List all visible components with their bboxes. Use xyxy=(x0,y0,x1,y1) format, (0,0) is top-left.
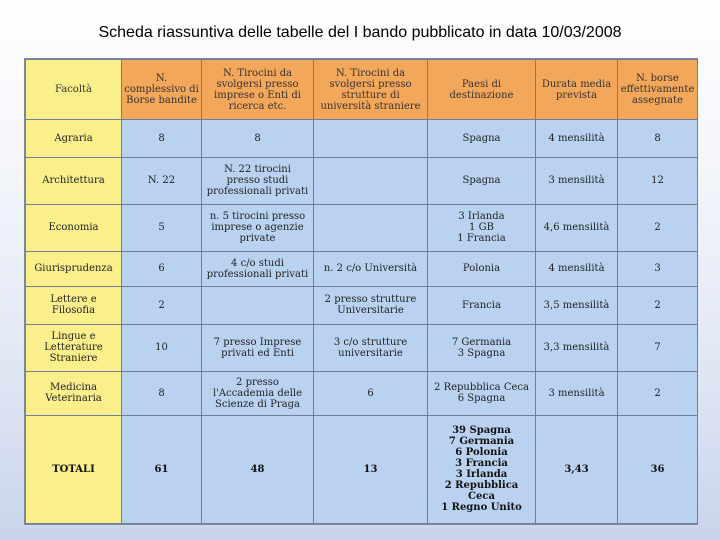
table-cell: 7 presso Imprese privati ed Enti xyxy=(202,324,314,371)
table-cell: 8 xyxy=(618,120,698,158)
header-durata: Durata media prevista xyxy=(536,60,618,120)
table-row xyxy=(26,120,698,158)
table-row xyxy=(26,251,698,286)
totals-cell: 39 Spagna 7 Germania 6 Polonia 3 Francia 3 Irlanda 2 Repubblica Ceca 1 Regno Unito xyxy=(428,415,536,523)
header-tirocini-universita: N. Tirocini da svolgersi presso strutture di università straniere xyxy=(314,60,428,120)
table-cell: 10 xyxy=(122,324,202,371)
table-cell: 2 xyxy=(618,204,698,251)
header-tirocini-imprese: N. Tirocini da svolgersi presso imprese o Enti di ricerca etc. xyxy=(202,60,314,120)
table-cell: 2 xyxy=(122,286,202,324)
row-faculty: Economia xyxy=(26,204,122,251)
table-cell: n. 2 c/o Università xyxy=(314,251,428,286)
table-cell: 4,6 mensilità xyxy=(536,204,618,251)
row-faculty: Giurisprudenza xyxy=(26,251,122,286)
table-cell: 2 xyxy=(618,371,698,415)
page-title: Scheda riassuntiva delle tabelle del I bando pubblicato in data 10/03/2008 xyxy=(98,24,622,41)
row-faculty: Lettere e Filosofia xyxy=(26,286,122,324)
totals-row xyxy=(26,415,698,523)
table-cell: 3 mensilità xyxy=(536,371,618,415)
totals-cell: 3,43 xyxy=(536,415,618,523)
table-cell: 3 xyxy=(618,251,698,286)
table-cell: 6 xyxy=(314,371,428,415)
table-row xyxy=(26,204,698,251)
table-cell xyxy=(314,157,428,204)
table-cell: 4 c/o studi professionali privati xyxy=(202,251,314,286)
table-cell: 3 mensilità xyxy=(536,157,618,204)
table-cell: 12 xyxy=(618,157,698,204)
table-cell: N. 22 tirocini presso studi professionali privati xyxy=(202,157,314,204)
totals-cell: 48 xyxy=(202,415,314,523)
table-header-row xyxy=(26,60,698,120)
table-cell: Francia xyxy=(428,286,536,324)
table-row xyxy=(26,286,698,324)
table-cell: Spagna xyxy=(428,120,536,158)
table-cell: 4 mensilità xyxy=(536,251,618,286)
table-cell xyxy=(314,120,428,158)
table-cell: 7 xyxy=(618,324,698,371)
table-cell: 3,5 mensilità xyxy=(536,286,618,324)
table-cell xyxy=(314,204,428,251)
row-faculty: Lingue e Letterature Straniere xyxy=(26,324,122,371)
header-facolta: Facoltà xyxy=(26,60,122,120)
table-cell: 8 xyxy=(202,120,314,158)
table-cell: Polonia xyxy=(428,251,536,286)
header-borse-assegnate: N. borse effettivamente assegnate xyxy=(618,60,698,120)
table-cell: 2 xyxy=(618,286,698,324)
table-row xyxy=(26,371,698,415)
row-faculty: Medicina Veterinaria xyxy=(26,371,122,415)
table-cell: N. 22 xyxy=(122,157,202,204)
totals-cell: 13 xyxy=(314,415,428,523)
header-borse-bandite: N. complessivo di Borse bandite xyxy=(122,60,202,120)
summary-table xyxy=(25,59,698,524)
totals-cell: 36 xyxy=(618,415,698,523)
table-cell: 8 xyxy=(122,120,202,158)
row-faculty: Architettura xyxy=(26,157,122,204)
summary-table-frame xyxy=(24,58,698,525)
table-cell: 2 Repubblica Ceca 6 Spagna xyxy=(428,371,536,415)
table-cell: 3 c/o strutture universitarie xyxy=(314,324,428,371)
table-cell xyxy=(202,286,314,324)
table-cell: 6 xyxy=(122,251,202,286)
header-paesi: Paesi di destinazione xyxy=(428,60,536,120)
table-cell: n. 5 tirocini presso imprese o agenzie private xyxy=(202,204,314,251)
table-row xyxy=(26,157,698,204)
table-cell: 3 Irlanda 1 GB 1 Francia xyxy=(428,204,536,251)
table-cell: 8 xyxy=(122,371,202,415)
table-cell: 5 xyxy=(122,204,202,251)
totals-label: TOTALI xyxy=(26,415,122,523)
table-cell: 2 presso l'Accademia delle Scienze di Praga xyxy=(202,371,314,415)
table-cell: 7 Germania 3 Spagna xyxy=(428,324,536,371)
table-cell: 3,3 mensilità xyxy=(536,324,618,371)
table-cell: 4 mensilità xyxy=(536,120,618,158)
row-faculty: Agraria xyxy=(26,120,122,158)
totals-cell: 61 xyxy=(122,415,202,523)
table-row xyxy=(26,324,698,371)
table-cell: 2 presso strutture Universitarie xyxy=(314,286,428,324)
table-cell: Spagna xyxy=(428,157,536,204)
